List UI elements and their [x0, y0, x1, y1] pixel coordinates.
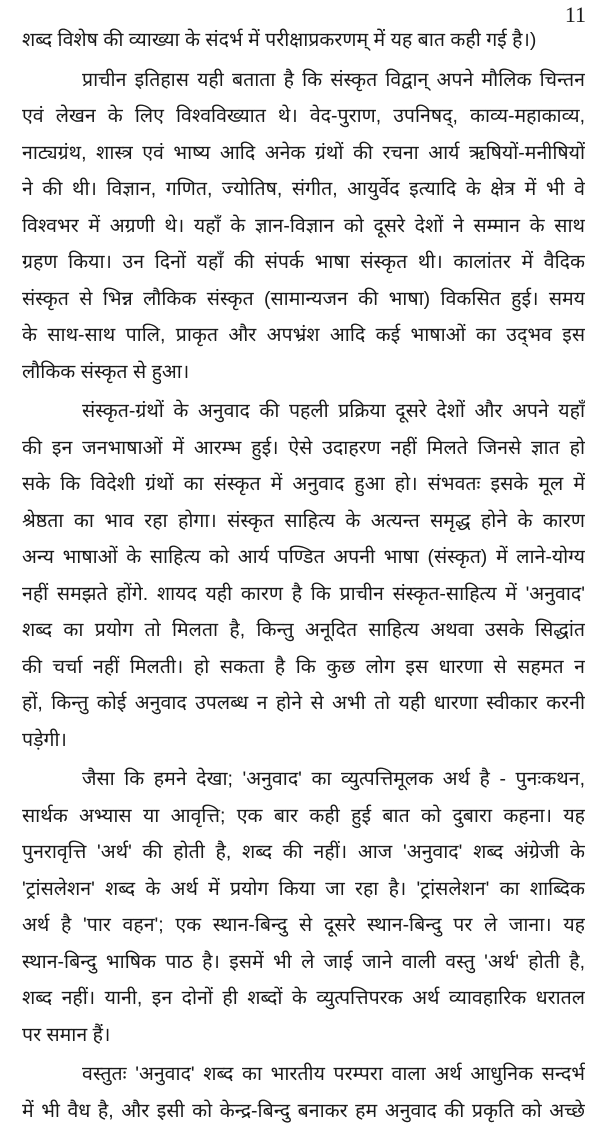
- paragraph: [22, 1056, 585, 1129]
- text-line: नहीं समझते होंगे. शायद यही कारण है कि प्राचीन संस्कृत-साहित्य में 'अनुवाद': [22, 582, 585, 605]
- text-line: पुनरावृत्ति 'अर्थ' की होती है, शब्द की नहीं। आज 'अनुवाद' शब्द अंग्रेजी के: [22, 841, 585, 863]
- text-line: अर्थ है 'पार वहन'; एक स्थान-बिन्दु से दूसरे स्थान-बिन्दु पर ले जाना। यह: [22, 914, 585, 936]
- text-line: पड़ेगी।: [22, 728, 67, 751]
- text-line: के साथ-साथ पालि, प्राकृत और अपभ्रंश आदि कई भाषाओं का उद्‌भव इस: [22, 324, 585, 346]
- text-line: हों, किन्तु कोई अनुवाद उपलब्ध न होने से अभी तो यही धारणा स्वीकार करनी: [22, 692, 585, 714]
- text-line: 'ट्रांसलेशन' शब्द के अर्थ में प्रयोग किया जा रहा है। 'ट्रांसलेशन' का शाब्दिक: [22, 877, 585, 900]
- text-line: संस्कृत से भिन्न लौकिक संस्कृत (सामान्यजन की भाषा) विकसित हुई। समय: [22, 287, 585, 310]
- text-line: वस्तुतः 'अनुवाद' शब्द का भारतीय परम्परा वाला अर्थ आधुनिक सन्दर्भ: [82, 1063, 585, 1085]
- paragraph: [22, 761, 585, 1053]
- text-line: शब्द नहीं। यानी, इन दोनों ही शब्दों के व्युत्पत्तिपरक अर्थ व्यावहारिक धरातल: [22, 987, 585, 1009]
- text-line: की चर्चा नहीं मिलती। हो सकता है कि कुछ लोग इस धारणा से सहमत न: [22, 655, 585, 678]
- body-text: [22, 22, 585, 1132]
- paragraph: [22, 393, 585, 758]
- paragraph: [22, 62, 585, 391]
- text-line: प्राचीन इतिहास यही बताता है कि संस्कृत विद्वान् अपने मौलिक चिन्तन: [82, 68, 585, 91]
- text-line: एवं लेखन के लिए विश्वविख्यात थे। वेद-पुराण, उपनिषद्, काव्य-महाकाव्य,: [22, 105, 585, 127]
- text-line: श्रेष्ठता का भाव रहा होगा। संस्कृत साहित्य के अत्यन्त समृद्ध होने के कारण: [22, 509, 585, 532]
- text-line: शब्द विशेष की व्याख्या के संदर्भ में परीक्षाप्रकरणम् में यह बात कही गई है।): [22, 29, 537, 51]
- text-line: पर समान हैं।: [22, 1023, 111, 1046]
- text-line: सार्थक अभ्यास या आवृत्ति; एक बार कही हुई बात को दुबारा कहना। यह: [22, 804, 585, 827]
- text-line: नाट्यग्रंथ, शास्त्र एवं भाष्य आदि अनेक ग्रंथों की रचना आर्य ऋषियों-मनीषियों: [22, 141, 585, 164]
- text-line: में भी वैध है, और इसी को केन्द्र-बिन्दु बनाकर हम अनुवाद की प्रकृति को अच्छे: [22, 1099, 585, 1122]
- text-line: की इन जनभाषाओं में आरम्भ हुई। ऐसे उदाहरण नहीं मिलते जिनसे ज्ञात हो: [22, 436, 585, 459]
- text-line: अन्य भाषाओं के साहित्य को आर्य पण्डित अपनी भाषा (संस्कृत) में लाने-योग्य: [22, 546, 585, 568]
- paragraph: [22, 22, 585, 59]
- page-number: 11: [564, 2, 586, 27]
- text-line: जैसा कि हमने देखा; 'अनुवाद' का व्युत्पत्तिमूलक अर्थ है - पुनःकथन,: [82, 768, 585, 790]
- text-line: ने की थी। विज्ञान, गणित, ज्योतिष, संगीत, आयुर्वेद इत्यादि के क्षेत्र में भी वे: [22, 178, 585, 200]
- text-line: विश्वभर में अग्रणी थे। यहाँ के ज्ञान-विज्ञान को दूसरे देशों ने सम्मान के साथ: [22, 214, 585, 237]
- text-line: सके कि विदेशी ग्रंथों का संस्कृत में अनुवाद हुआ हो। संभवतः इसके मूल में: [22, 473, 585, 495]
- text-line: ग्रहण किया। उन दिनों यहाँ की संपर्क भाषा संस्कृत थी। कालांतर में वैदिक: [22, 251, 585, 273]
- text-line: संस्कृत-ग्रंथों के अनुवाद की पहली प्रक्रिया दूसरे देशों और अपने यहाँ: [82, 400, 585, 422]
- text-line: लौकिक संस्कृत से हुआ।: [22, 360, 190, 383]
- text-line: शब्द का प्रयोग तो मिलता है, किन्तु अनूदित साहित्य अथवा उसके सिद्धांत: [22, 619, 585, 641]
- text-line: स्थान-बिन्दु भाषिक पाठ है। इसमें भी ले जाई जाने वाली वस्तु 'अर्थ' होती है,: [22, 950, 585, 973]
